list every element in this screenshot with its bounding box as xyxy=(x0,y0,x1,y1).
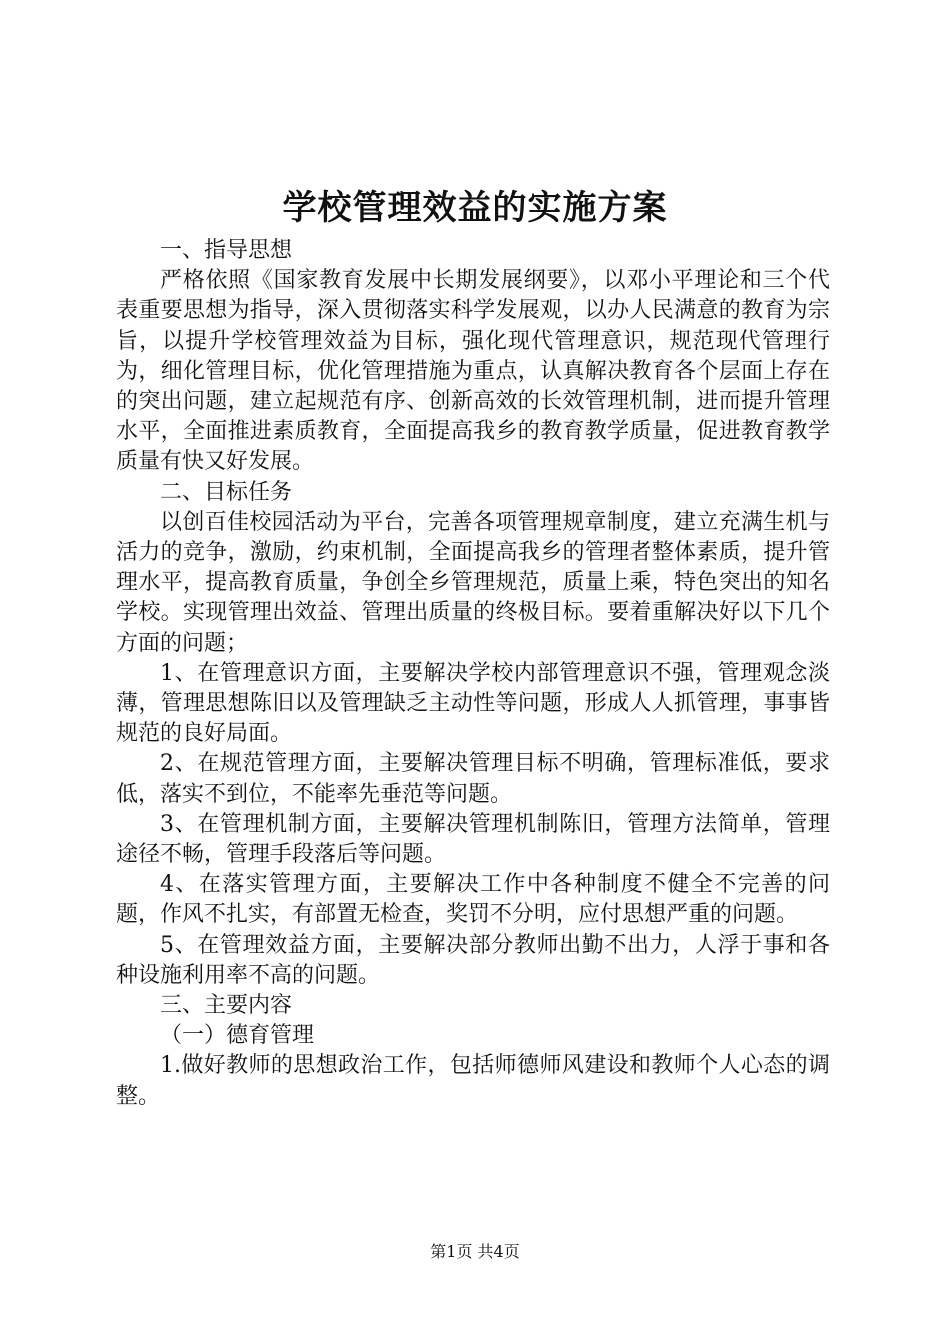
page-footer: 第1页 共4页 xyxy=(430,1242,520,1261)
section-heading-guiding-ideology: 一、指导思想 xyxy=(160,238,293,263)
list-item-management-benefit: 5、在管理效益方面，主要解决部分教师出勤不出力，人浮于事和各种设施利用率不高的问题。 xyxy=(116,932,830,988)
document-title: 学校管理效益的实施方案 xyxy=(282,188,668,228)
paragraph-goals: 以创百佳校园活动为平台，完善各项管理规章制度，建立充满生机与活力的竞争，激励，约束机制，全面提高我乡的管理者整体素质，提升管理水平，提高教育质量，争创全乡管理规范，质量上乘，特色突出的知名学校。实现管理出效益、管理出质量的终极目标。要着重解决好以下几个方面的问题； xyxy=(116,509,830,656)
list-item-standard-management: 2、在规范管理方面，主要解决管理目标不明确，管理标准低，要求低，落实不到位，不能率先垂范等问题。 xyxy=(116,751,830,807)
list-item-implementation: 4、在落实管理方面，主要解决工作中各种制度不健全不完善的问题，作风不扎实，有部置无检查，奖罚不分明，应付思想严重的问题。 xyxy=(116,872,830,928)
paragraph-teacher-work: 1.做好教师的思想政治工作，包括师德师风建设和教师个人心态的调整。 xyxy=(116,1053,830,1109)
section-heading-goals: 二、目标任务 xyxy=(160,479,293,505)
section-heading-main-content: 三、主要内容 xyxy=(160,993,293,1019)
list-item-management-mechanism: 3、在管理机制方面，主要解决管理机制陈旧，管理方法简单，管理途径不畅，管理手段落后等问题。 xyxy=(116,811,830,868)
document-body xyxy=(116,236,830,1112)
subsection-heading-moral-education: （一）德育管理 xyxy=(160,1023,315,1049)
paragraph-guiding-ideology: 严格依照《国家教育发展中长期发展纲要》，以邓小平理论和三个代表重要思想为指导，深入贯彻落实科学发展观，以办人民满意的教育为宗旨，以提升学校管理效益为目标，强化现代管理意识，规范现代管理行为，细化管理目标，优化管理措施为重点，认真解决教育各个层面上存在的突出问题，建立起规范有序、创新高效的长效管理机制，进而提升管理水平，全面推进素质教育，全面提高我乡的教育教学质量，促进教育教学质量有快又好发展。 xyxy=(116,268,830,475)
list-item-management-awareness: 1、在管理意识方面，主要解决学校内部管理意识不强，管理观念淡薄，管理思想陈旧以及管理缺乏主动性等问题，形成人人抓管理，事事皆规范的良好局面。 xyxy=(116,660,830,747)
